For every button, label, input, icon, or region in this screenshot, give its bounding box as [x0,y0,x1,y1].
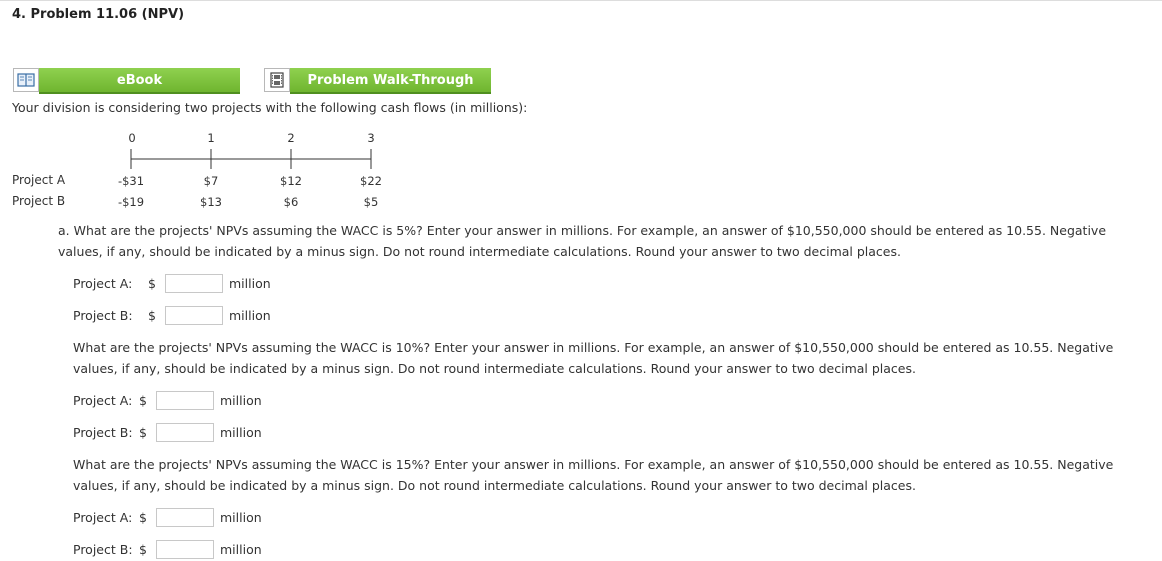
currency-symbol: $ [139,510,147,525]
project-b-label: Project B [12,194,66,208]
answer-label: Project A: [73,276,133,291]
problem-walkthrough-label: Problem Walk-Through [290,68,491,94]
npv-a-wacc-5-input[interactable] [165,274,223,293]
timeline-axis [125,146,385,172]
answer-label: Project B: [73,542,133,557]
answer-label: Project B: [73,308,133,323]
problem-title: 4. Problem 11.06 (NPV) [12,7,185,22]
npv-b-wacc-10-input[interactable] [156,423,214,442]
unit-label: million [229,276,271,291]
cash-flow: $7 [203,174,219,188]
currency-symbol: $ [139,425,147,440]
film-strip-icon [264,68,290,92]
period-label: 2 [287,131,295,145]
cash-flow: $6 [283,195,299,209]
cash-flow: $12 [280,174,302,188]
period-label: 0 [128,131,136,145]
cash-flow: -$19 [117,195,145,209]
currency-symbol: $ [139,393,147,408]
cash-flow: $13 [200,195,222,209]
unit-label: million [220,425,262,440]
unit-label: million [229,308,271,323]
project-a-label: Project A [12,173,66,187]
question-wacc-15: What are the projects' NPVs assuming the WACC is 15%? Enter your answer in millions. For example, an answer of $10,550,000 should be entered as 10.55. Negative values, if any, should be indicated by a minus sign. Do not round intermediate calculations. Round your answer to two decimal places. [73,457,1114,493]
unit-label: million [220,393,262,408]
currency-symbol: $ [148,276,156,291]
answer-label: Project A: [73,510,133,525]
question-wacc-10: What are the projects' NPVs assuming the WACC is 10%? Enter your answer in millions. For example, an answer of $10,550,000 should be entered as 10.55. Negative values, if any, should be indicated by a minus sign. Do not round intermediate calculations. Round your answer to two decimal places. [73,340,1114,376]
intro-text: Your division is considering two projects with the following cash flows (in millions): [12,100,528,115]
cash-flow: -$31 [117,174,145,188]
cash-flow: $22 [360,174,382,188]
unit-label: million [220,510,262,525]
ebook-label: eBook [39,68,240,94]
cash-flow: $5 [363,195,379,209]
npv-a-wacc-10-input[interactable] [156,391,214,410]
npv-a-wacc-15-input[interactable] [156,508,214,527]
answer-label: Project A: [73,393,133,408]
question-wacc-5: a. What are the projects' NPVs assuming the WACC is 5%? Enter your answer in millions. For example, an answer of $10,550,000 should be entered as 10.55. Negative values, if any, should be indicated by a minus sign. Do not round intermediate calculations. Round your answer to two decimal places. [58,223,1107,259]
top-divider [0,0,1162,1]
book-icon [13,68,39,92]
period-label: 3 [367,131,375,145]
period-label: 1 [207,131,215,145]
answer-label: Project B: [73,425,133,440]
unit-label: million [220,542,262,557]
currency-symbol: $ [139,542,147,557]
npv-b-wacc-15-input[interactable] [156,540,214,559]
npv-b-wacc-5-input[interactable] [165,306,223,325]
currency-symbol: $ [148,308,156,323]
